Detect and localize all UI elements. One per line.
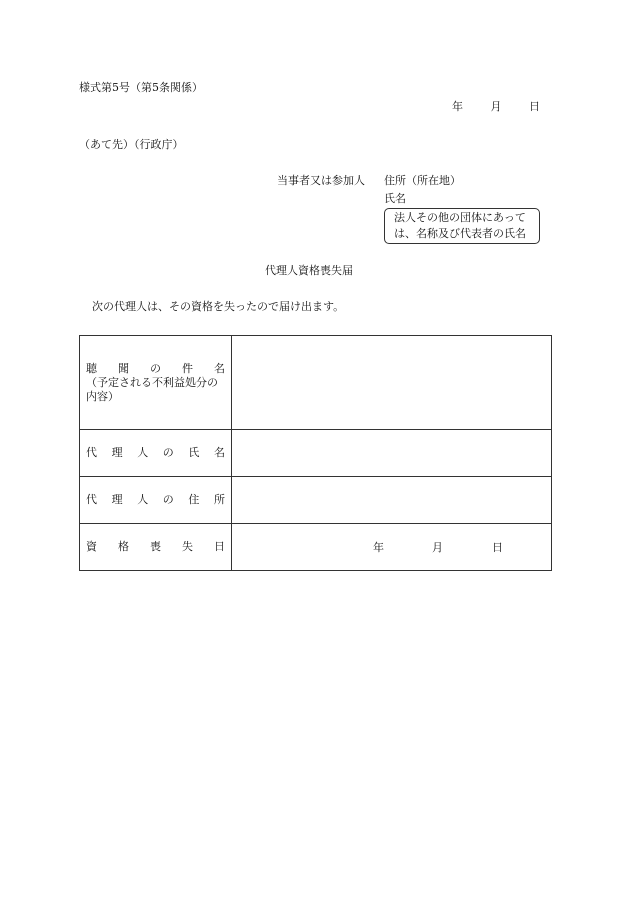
- loss-date-year: 年: [373, 541, 384, 554]
- date-header: [452, 100, 540, 114]
- table-row-loss-date: [80, 524, 552, 571]
- form-table: [79, 335, 552, 571]
- corp-note-line2: は、名称及び代表者の氏名: [394, 227, 526, 240]
- agent-name-label-cell: [80, 430, 232, 477]
- agent-address-label: 代 理 人 の 住 所: [86, 493, 225, 506]
- table-row-agent-address: [80, 477, 552, 524]
- agent-name-label: 代 理 人 の 氏 名: [86, 446, 225, 459]
- applicant-name-label: 氏名: [384, 192, 406, 205]
- hearing-subject-value[interactable]: [232, 336, 552, 430]
- date-day-label: 日: [529, 100, 540, 113]
- loss-date-day: 日: [492, 541, 503, 554]
- table-row-hearing-subject: [80, 336, 552, 430]
- applicant-address-label: 住所（所在地）: [384, 174, 461, 187]
- document-title: 代理人資格喪失届: [265, 264, 353, 277]
- corp-note-line1: 法人その他の団体にあって: [394, 211, 526, 224]
- table-row-agent-name: [80, 430, 552, 477]
- loss-date-value[interactable]: [232, 524, 552, 571]
- hearing-subject-label: 聴 聞 の 件 名: [86, 361, 225, 375]
- hearing-subject-sublabel: （予定される不利益処分の内容）: [86, 375, 218, 403]
- loss-date-label-cell: [80, 524, 232, 571]
- loss-date-month: 月: [432, 541, 443, 554]
- date-month-label: 月: [490, 100, 502, 113]
- loss-date-label: 資 格 喪 失 日: [86, 540, 225, 553]
- hearing-subject-label-cell: [80, 336, 232, 430]
- addressee: （あて先）（行政庁）: [79, 138, 184, 151]
- intro-text: 次の代理人は、その資格を失ったので届け出ます。: [92, 300, 345, 313]
- applicant-role: 当事者又は参加人: [277, 174, 365, 187]
- agent-address-value[interactable]: [232, 477, 552, 524]
- form-number: 様式第5号（第5条関係）: [79, 81, 203, 94]
- agent-name-value[interactable]: [232, 430, 552, 477]
- date-year-label: 年: [452, 100, 463, 113]
- agent-address-label-cell: [80, 477, 232, 524]
